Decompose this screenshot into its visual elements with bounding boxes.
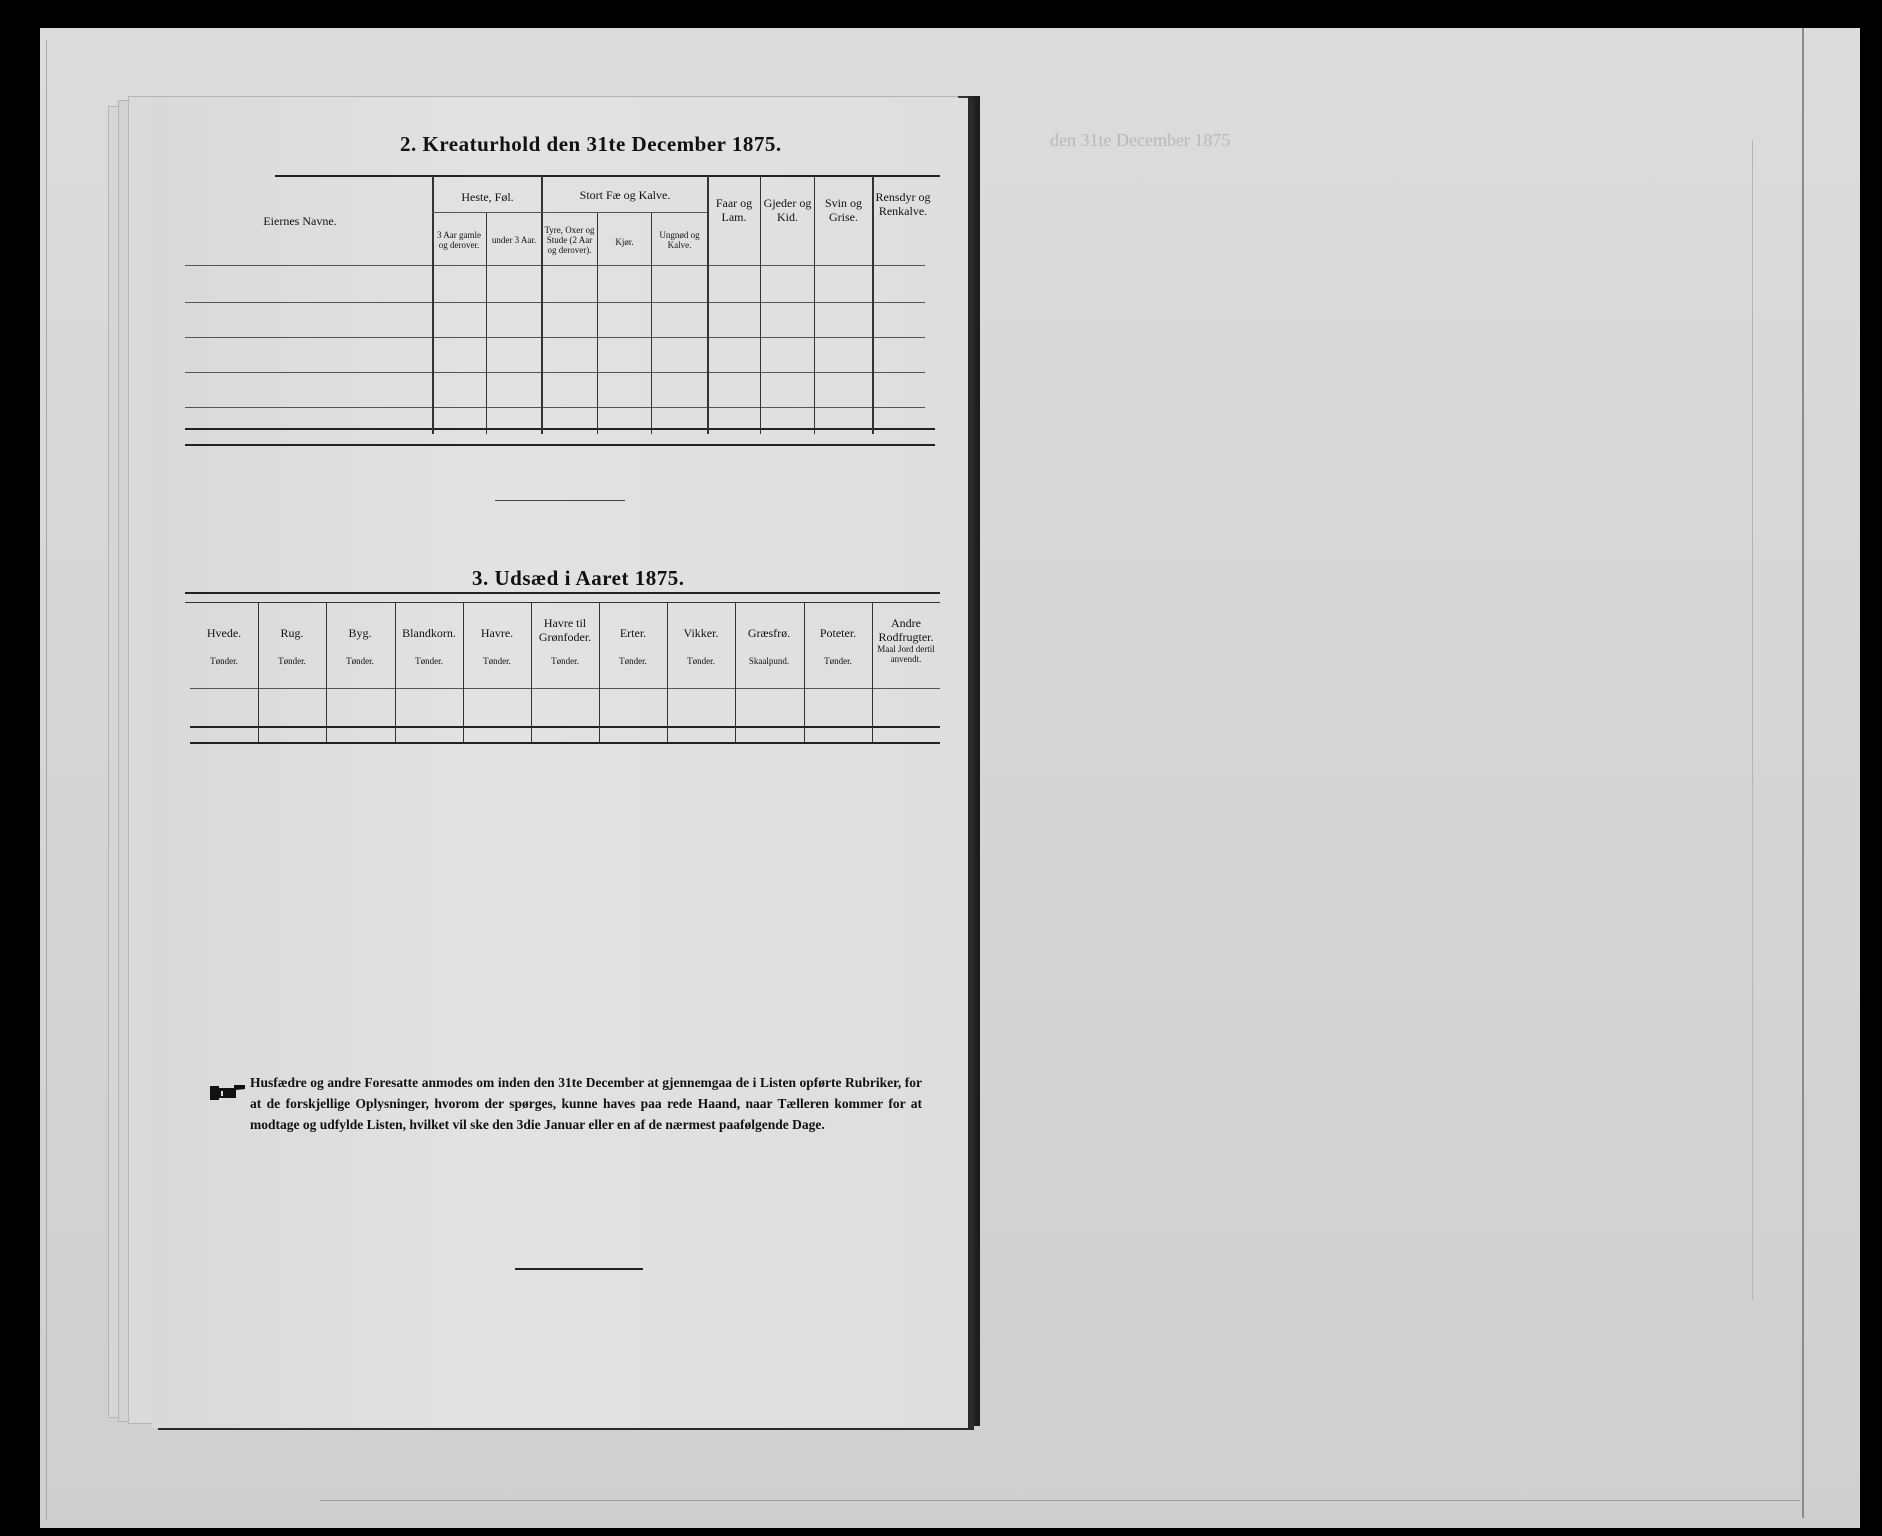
table3-col-name: Andre Rodfrugter. [878,616,934,644]
separator-dash [495,500,625,501]
table3-col-unit: Tønder. [346,656,374,666]
col-kjor: Kjør. [615,237,634,247]
table2-col-divider [486,212,487,434]
table3-col-name: Havre. [480,626,514,640]
table3-col-unit: Tønder. [687,656,715,666]
col-heste: Heste, Føl. [461,190,514,204]
table3-col-divider [326,602,327,742]
table3-col-divider [804,602,805,742]
col-stort-fae: Stort Fæ og Kalve. [579,188,671,202]
page-ghost-right-edge [1752,140,1753,1300]
table2-bottom-rule [185,428,935,430]
closing-rule [515,1268,643,1270]
table2-bottom-rule-2 [185,444,935,446]
table3-col-name: Græsfrø. [747,626,791,640]
table3-col-name: Vikker. [683,626,719,640]
table3-col-unit: Maal Jord dertil anvendt. [877,644,935,664]
table3-col-divider [395,602,396,742]
frame-edge-left [46,40,47,1520]
section2-title: 2. Kreaturhold den 31te December 1875. [400,132,782,156]
table3-col-unit: Tønder. [210,656,238,666]
table3-bottom-rule [190,726,940,728]
table3-col-unit: Tønder. [619,656,647,666]
col-gjeder: Gjeder og Kid. [763,196,812,224]
table3-col-divider [599,602,600,742]
table2-top-rule [275,175,940,177]
table3-col-unit: Skaalpund. [748,656,790,666]
table3-col-unit: Tønder. [483,656,511,666]
col-heste-under3: under 3 Aar. [491,235,537,245]
table2-subheader-rule [432,212,707,213]
table3-col-divider [735,602,736,742]
col-svin: Svin og Grise. [824,196,862,224]
table3-bottom-rule-2 [190,742,940,744]
table3-col-name: Blandkorn. [402,626,456,640]
col-heste-3aar: 3 Aar gamle og derover. [437,230,481,250]
col-tyre-oxer: Tyre, Oxer og Stude (2 Aar og derover). [544,225,595,255]
col-owner-names: Eiernes Navne. [263,214,337,228]
table3-header-rule [190,688,940,689]
table3-col-unit: Tønder. [551,656,579,666]
table3-col-divider [258,602,259,742]
table3-col-unit: Tønder. [278,656,306,666]
table3-col-name: Poteter. [819,626,857,640]
table3-col-name: Hvede. [206,626,242,640]
table3-col-name: Byg. [348,626,372,640]
frame-edge-right [1802,28,1804,1518]
frame-edge-bottom [320,1500,1800,1501]
section3-title: 3. Udsæd i Aaret 1875. [472,566,685,590]
col-faar: Faar og Lam. [715,196,753,224]
table3-top-rule [185,592,940,594]
table3-col-unit: Tønder. [824,656,852,666]
notice-text: Husfædre og andre Foresatte anmodes om inden den 31te December at gjennemgaa de i Listen opførte Rubriker, for at de forskjellige Oplysninger, hvorom der spørges, kunne haves paa rede Haand, naar Tælleren kommer for at modtage og udfylde Listen, hvilket vil ske den 3die Januar eller en af de nærmest paafølgende Dage. [250,1075,922,1132]
table3-col-divider [463,602,464,742]
col-rensdyr: Rensdyr og Renkalve. [875,190,931,218]
table3-col-divider [872,602,873,742]
table3-col-unit: Tønder. [415,656,443,666]
pointing-hand-icon [210,1082,246,1104]
table3-col-divider [531,602,532,742]
table3-col-name: Rug. [280,626,304,640]
table3-col-divider [667,602,668,742]
col-ungnod: Ungnød og Kalve. [659,230,700,250]
table2-col-divider [432,176,434,434]
census-form-page [152,98,968,1428]
table3-col-name: Erter. [619,626,647,640]
table3-top-rule-2 [185,602,940,603]
table2-col-divider [541,176,543,434]
table3-col-name: Havre til Grønfoder. [538,616,592,644]
ghost-header-text: den 31te December 1875 [1050,130,1231,150]
